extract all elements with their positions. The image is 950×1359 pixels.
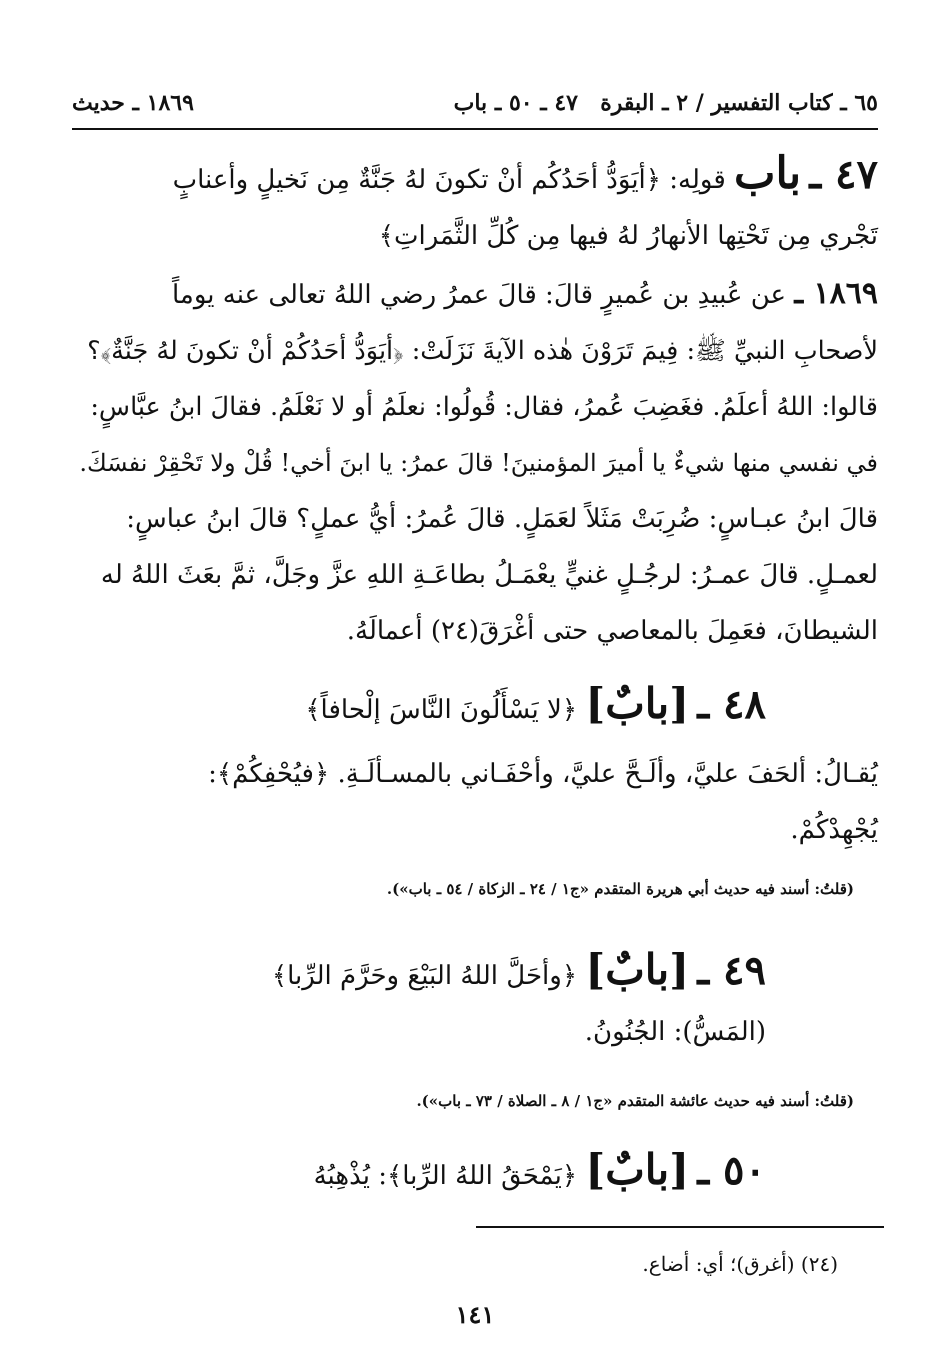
hadith-line-7: الشيطانَ، فعَمِلَ بالمعاصي حتى أغْرَقَ(٢٤) أعمالَهُ. [346,616,878,646]
hadith-1869 [76,266,878,659]
hadith-line-1-text: عن عُبيدِ بن عُميرٍ قالَ: قالَ عمرُ رضي اللهُ تعالى عنه يوماً [171,280,787,310]
hadith-line-3: قالوا: اللهُ أعلَمُ. فغَضِبَ عُمرُ، فقال: قُولُوا: نعلَمُ أو لا نَعْلَمُ. فقالَ ابنُ عبَّاسٍ: [90,392,878,422]
bab-49-title [76,942,878,1004]
header-book-chapter: ٦٥ ـ كتاب التفسير / ٢ ـ البقرة [600,90,878,116]
page-number: ١٤١ [455,1300,495,1329]
bab-49-line-1: (المَسُّ): الجُنُونُ. [584,1017,766,1047]
bab-48-section [76,676,878,858]
bab-49-note: (قلتُ: أسند فيه حديث عائشة المتقدم «ج١ / ٨ ـ الصلاة / ٧٣ ـ باب»). [416,1092,854,1110]
bab-49-word: [بابٌ] [585,945,690,994]
hadith-line-6: لعمـلٍ. قالَ عمـرُ: لرجُـلٍ غنيٍّ يعْمَـلُ بطاعَـةِ اللهِ عزَّ وجَلَّ، ثمَّ بعَثَ اللهُ له [100,560,878,590]
bab-47-line-2: تَجْري مِن تَحْتِها الأنهارُ لهُ فيها مِن كُلِّ الثَّمَراتِ﴾ [378,221,878,251]
hadith-line-2: لأصحابِ النبيِّ ﷺ: فِيمَ تَرَوْنَ هٰذه الآيةَ نَزَلَتْ: ﴿أيَوَدُّ أحَدُكُمْ أنْ تكونَ لهُ جَنَّةٌ﴾؟ [87,336,878,366]
bab-48-line-1: يُقـالُ: ألحَفَ عليَّ، وألَـحَّ عليَّ، وأحْفَـاني بالمسـألَـةِ. ﴿فيُحْفِكُمْ﴾: [208,759,878,789]
header-hadith-number: ١٨٦٩ ـ حديث [72,90,194,116]
bab-50-section [76,1142,878,1204]
bab-49-number: ٤٩ ـ [697,947,766,994]
bab-50-title [76,1142,878,1204]
bab-47-verse-start: قولِه: ﴿أيَوَدُّ أحَدُكُم أنْ تكونَ لهُ جَنَّةٌ مِن نَخيلٍ وأعنابٍ [172,165,726,195]
bab-48-number: ٤٨ ـ [697,681,766,728]
bab-50-number: ٥٠ ـ [697,1147,766,1194]
bab-47-word: باب [734,148,802,199]
footnote-24: (٢٤) (أغرق)؛ أي: أضاع. [642,1252,838,1276]
hadith-line-4: في نفسي منها شيءٌ يا أميرَ المؤمنينَ! قالَ عمرُ: يا ابنَ أخي! قُلْ ولا تَحْقِرْ نفسَكَ. [79,449,878,477]
bab-48-title [76,676,878,738]
hadith-line-5: قالَ ابنُ عبـاسٍ: ضُرِبَتْ مَثَلاً لعَمَلٍ. قالَ عُمرُ: أيُّ عملٍ؟ قالَ ابنُ عباسٍ: [126,504,878,534]
bab-49-section [76,942,878,1060]
bab-49-verse: ﴿وأحَلَّ اللهُ البَيْعَ وحَرَّمَ الرِّبا﴾ [271,961,578,991]
bab-50-word: [بابٌ] [585,1145,690,1194]
bab-48-word: [بابٌ] [585,679,690,728]
bab-48-verse: ﴿لا يَسْأَلُونَ النَّاسَ إلْحافاً﴾ [305,695,578,725]
hadith-number: ١٨٦٩ ـ [794,276,878,311]
running-header [72,88,878,130]
bab-48-line-2: يُجْهِدْكُمْ. [790,815,878,845]
bab-47-line-1 [76,146,878,208]
bab-47-section [76,146,878,264]
bab-48-note: (قلتُ: أسند فيه حديث أبي هريرة المتقدم «ج١ / ٢٤ ـ الزكاة / ٥٤ ـ باب»). [386,880,854,898]
bab-50-verse: ﴿يَمْحَقُ اللهُ الرِّبا﴾: يُذْهِبُهُ [313,1161,578,1191]
hadith-line-1 [76,266,878,323]
footnote-divider [476,1226,884,1228]
header-section-range: ٤٧ ـ ٥٠ ـ باب [453,90,578,116]
bab-47-number: ٤٧ ـ [809,151,878,198]
